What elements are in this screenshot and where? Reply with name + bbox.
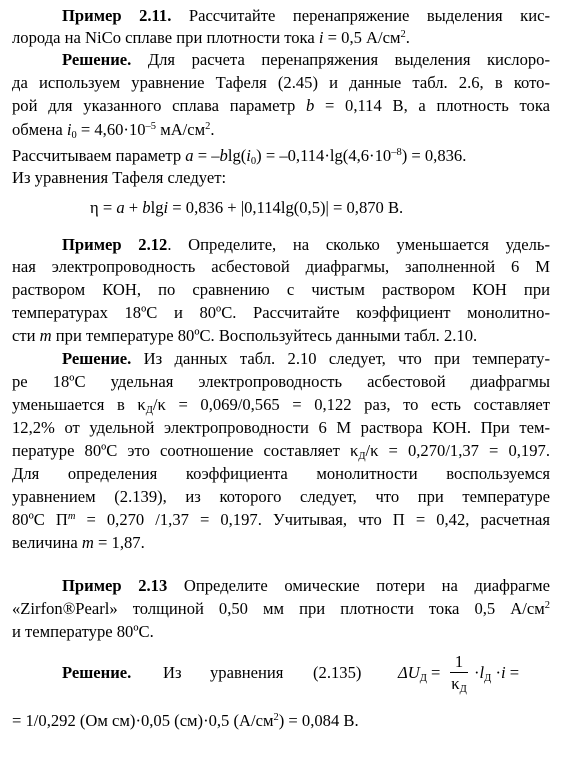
ex213-last-line: = 1/0,292 (Ом см)·0,05 (см)·0,5 $(А/см^2) = 0,084$ В. [12,711,359,730]
ex212-solution-line-7: уравнением (2.139), из которого следует, что при температуре [12,487,550,506]
ex211-line-2: лорода на NiCo сплаве при плотности тока i = 0,5 $А/см^2$. [12,28,410,47]
ex212-solution-line-2: ре 18ºС удельная электропроводность асбестовой диафрагмы [12,372,550,391]
ex211-equation: η = a + blgi = 0,836 + |0,114lg(0,5)| = 0,870 В. [90,198,404,217]
ex212-solution-line-3: уменьшается в $\kappa_Д/\kappa = 0,069/0,565 = 0,122$ раз, то есть составляет [12,395,550,416]
ex211-line-1: Пример 2.11. Рассчитайте перенапряжение выделения кис- [62,6,550,25]
ex211-line-6: обмена $i_0 = 4,60\cdot 10^{-5}$ $мА/см^2$. [12,120,215,141]
ex213-line-3: и температуре 80ºС. [12,622,154,641]
ex213-word-ref: (2.135) [313,663,362,682]
ex213-word-from: Из [163,663,182,682]
ex212-solution-line-9: величина m = 1,87. [12,533,145,552]
ex212-solution-line-5: пературе 80ºС это соотношение составляет $\kappa_Д/\kappa = 0,270/1,37 = 0,197$. [12,441,550,462]
ex212-line-4: температурах 18ºС и 80ºС. Рассчитайте коэффициент монолитно- [12,303,550,322]
ex212-solution-line-4: 12,2% от удельной электропроводности 6 М раствора КОН. При тем- [12,418,550,437]
ex212-title: Пример 2.12 [62,235,168,254]
ex212-solution-line-1: Решение. Из данных табл. 2.10 следует, что при температу- [62,349,550,368]
ex213-title: Пример 2.13 [62,576,168,595]
ex213-solution-title: Решение. [62,663,132,682]
ex212-line-5: сти m при температуре 80ºС. Воспользуйтесь данными табл. 2.10. [12,326,478,345]
ex211-line-8: Из уравнения Тафеля следует: [12,168,227,187]
ex211-line-4: да используем уравнение Тафеля (2.45) и данные табл. 2.6, в кото- [12,73,550,92]
ex213-line-2: «Zirfon®Pearl» толщиной 0,50 мм при плотности тока 0,5 $А/см^2$ [12,599,550,618]
ex212-line-1: Пример 2.12. Определите, на сколько уменьшается удель- [62,235,550,254]
ex212-line-3: раствором КОН, по сравнению с чистым раствором КОН при [12,280,550,299]
ex211-line-7: Рассчитываем параметр $a = -blg(i_0) = -0,114\cdot\lg(4,6\cdot 10^{-8}) = 0,836$. [12,146,467,167]
ex211-line-3: Решение. Для расчета перенапряжения выделения кислоро- [62,50,550,69]
ex213-line-1: Пример 2.13 Определите омические потери на диафрагме [62,576,550,595]
ex212-solution-title: Решение. [62,349,132,368]
ex211-title: Пример 2.11. [62,6,172,25]
ex212-solution-line-8: 80ºС $П^m = 0,270$ /1,37 = 0,197. Учитывая, что П = 0,42, расчетная [12,510,550,529]
ex212-solution-line-6: Для определения коэффициента монолитности воспользуемся [12,464,550,483]
ex212-line-2: ная электропроводность асбестовой диафрагмы, заполненной 6 М [12,257,550,276]
ex211-line-5: рой для указанного сплава параметр b = 0,114 В, а плотность тока [12,96,551,115]
ex213-formula: $\Delta U_Д$ = 1 $\kappa_Д$ $\cdot l_Д \cdot i$ = [398,652,520,695]
ex213-word-equation: уравнения [210,663,284,682]
ex211-solution-title: Решение. [62,50,132,69]
